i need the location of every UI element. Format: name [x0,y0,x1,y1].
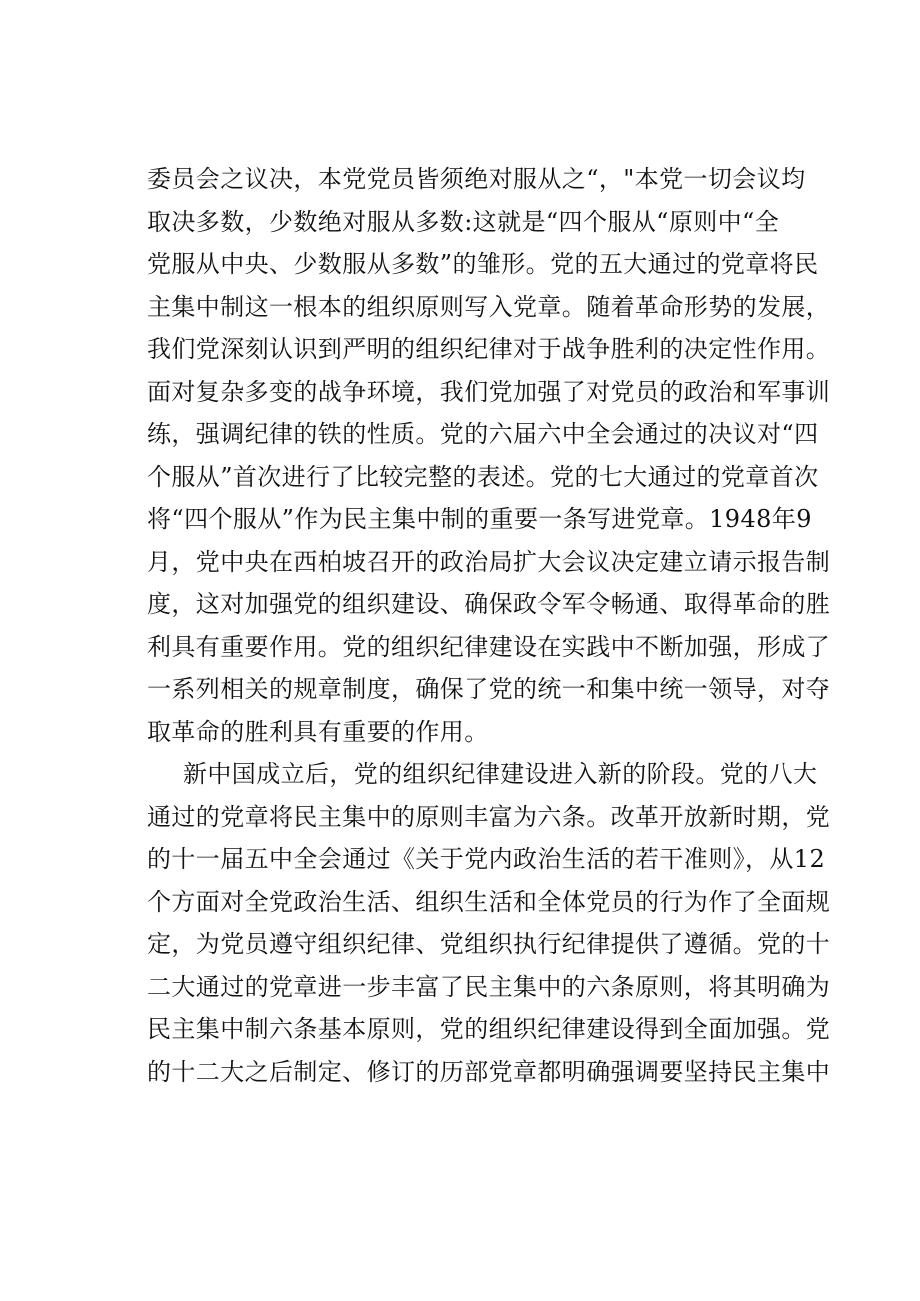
body-text-line: 二大通过的党章进一步丰富了民主集中的六条原则，将其明确为 [147,972,831,1001]
body-text-line: 民主集中制六条基本原则，党的组织纪律建设得到全面加强。党 [147,1015,831,1043]
body-text-line: 个服从”首次进行了比较完整的表述。党的七大通过的党章首次 [147,462,819,491]
body-text-line: 的十一届五中全会通过《关于党内政治生活的若干准则》，从12 [147,845,826,873]
body-text-line: 利具有重要作用。党的组织纪律建设在实践中不断加强，形成了 [147,632,831,661]
body-text-line: 面对复杂多变的战争环境，我们党加强了对党员的政治和军事训 [147,377,831,406]
body-text-line: 党服从中央、少数服从多数”的雏形。党的五大通过的党章将民 [147,250,819,278]
body-text-line: 个方面对全党政治生活、组织生活和全体党员的行为作了全面规 [147,887,831,916]
body-text-line: 一系列相关的规章制度，确保了党的统一和集中统一领导，对夺 [147,675,831,703]
body-text-line: 度，这对加强党的组织建设、确保政令军令畅通、取得革命的胜 [147,590,831,618]
body-text-line: 将“四个服从”作为民主集中制的重要一条写进党章。1948年9 [147,505,812,533]
body-text-line: 的十二大之后制定、修订的历部党章都明确强调要坚持民主集中 [147,1057,831,1086]
body-text-line: 委员会之议决，本党党员皆须绝对服从之“，"本党一切会议均 [147,165,806,193]
paragraph-first-line: 新中国成立后，党的组织纪律建设进入新的阶段。党的八大 [183,760,818,788]
body-text-line: 通过的党章将民主集中的原则丰富为六条。改革开放新时期，党 [147,802,831,831]
document-page [147,158,831,1093]
body-text-line: 取决多数，少数绝对服从多数:这就是“四个服从“原则中“全 [147,207,780,236]
body-text-line: 主集中制这一根本的组织原则写入党章。随着革命形势的发展， [147,292,831,321]
body-text-line: 月，党中央在西柏坡召开的政治局扩大会议决定建立请示报告制 [147,547,831,576]
body-text-line: 定，为党员遵守组织纪律、党组织执行纪律提供了遵循。党的十 [147,930,831,958]
body-text-line: 我们党深刻认识到严明的组织纪律对于战争胜利的决定性作用。 [147,335,831,363]
body-text-line: 取革命的胜利具有重要的作用。 [147,717,489,746]
body-text-line: 练，强调纪律的铁的性质。党的六届六中全会通过的决议对“四 [147,420,819,448]
